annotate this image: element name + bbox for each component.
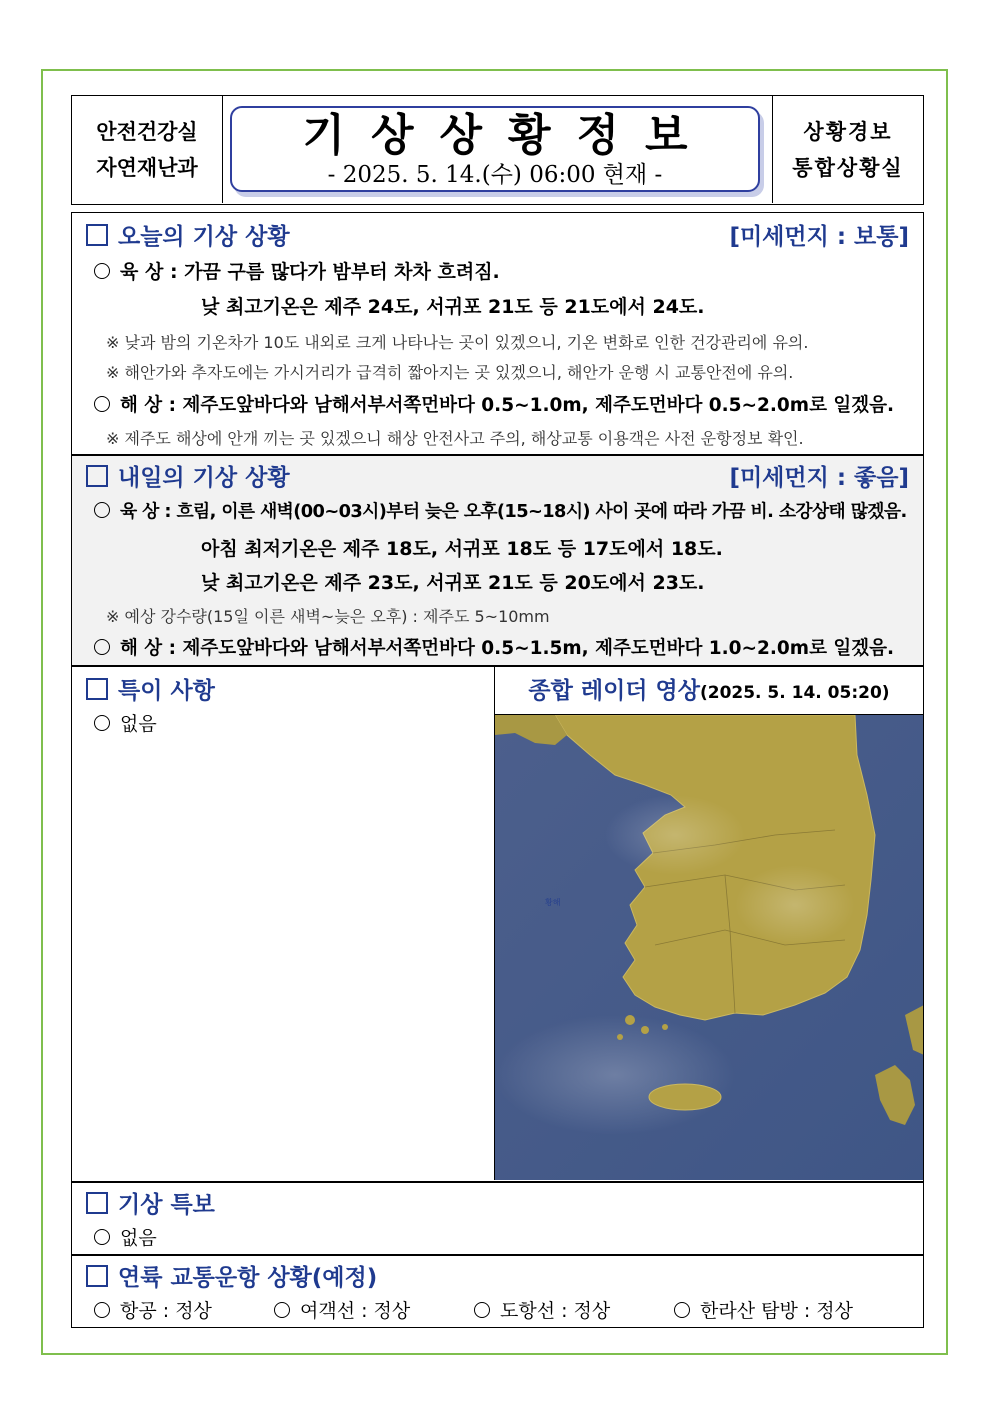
transport-heading: 연륙 교통운항 상황(예정) xyxy=(86,1259,377,1292)
radar-image xyxy=(494,715,923,1180)
office-block xyxy=(772,96,923,203)
tomorrow-land-line3: 낮 최고기온은 제주 23도, 서귀포 21도 등 20도에서 23도. xyxy=(201,572,705,594)
today-note3: ※ 제주도 해상에 안개 끼는 곳 있겠으니 해상 안전사고 주의, 해상교통 이용객은 사전 운항정보 확인. xyxy=(106,429,804,448)
checkbox-icon xyxy=(86,1192,108,1214)
transport-item-air: 항공 : 정상 xyxy=(94,1296,212,1323)
today-note2: ※ 해안가와 추자도에는 가시거리가 급격히 짧아지는 곳 있겠으니, 해안가 운행 시 교통안전에 유의. xyxy=(106,363,794,382)
special-heading: 특이 사항 xyxy=(86,672,215,705)
tomorrow-land-line2: 아침 최저기온은 제주 18도, 서귀포 18도 등 17도에서 18도. xyxy=(201,538,723,560)
transport-item-ferry: 여객선 : 정상 xyxy=(274,1296,410,1323)
circle-bullet-icon xyxy=(274,1302,290,1318)
today-dust-badge: [미세먼지 : 보통] xyxy=(729,224,909,250)
circle-bullet-icon xyxy=(94,396,110,412)
today-heading: 오늘의 기상 상황 xyxy=(86,218,290,251)
circle-bullet-icon xyxy=(94,1302,110,1318)
today-note1: ※ 낮과 밤의 기온차가 10도 내외로 크게 나타나는 곳이 있겠으니, 기온 변화로 인한 건강관리에 유의. xyxy=(106,333,809,352)
special-item: 없음 xyxy=(94,709,157,736)
department-line1: 안전건강실 xyxy=(96,119,198,144)
circle-bullet-icon xyxy=(94,639,110,655)
title-box xyxy=(230,106,760,192)
circle-bullet-icon xyxy=(94,1229,110,1245)
warning-section xyxy=(71,1182,924,1255)
checkbox-icon xyxy=(86,465,108,487)
circle-bullet-icon xyxy=(474,1302,490,1318)
tomorrow-sea-line: 해 상 : 제주도앞바다와 남해서부서쪽먼바다 0.5~1.5m, 제주도먼바다 1.0~2.0m로 일겠음. xyxy=(94,634,894,660)
radar-map xyxy=(495,715,923,1180)
circle-bullet-icon xyxy=(674,1302,690,1318)
transport-section xyxy=(71,1255,924,1328)
office-line1: 상황경보 xyxy=(803,119,893,144)
tomorrow-note1: ※ 예상 강수량(15일 이른 새벽~늦은 오후) : 제주도 5~10mm xyxy=(106,607,550,626)
page-title: 기상상황정보 xyxy=(302,110,714,161)
page-subtitle: - 2025. 5. 14.(수) 06:00 현재 - xyxy=(327,162,663,188)
document-header xyxy=(71,95,924,205)
radar-title: 종합 레이더 영상(2025. 5. 14. 05:20) xyxy=(494,667,923,715)
today-sea-line: 해 상 : 제주도앞바다와 남해서부서쪽먼바다 0.5~1.0m, 제주도먼바다 0.5~2.0m로 일겠음. xyxy=(94,391,894,417)
tomorrow-land-line1: 육 상 : 흐림, 이른 새벽(00~03시)부터 늦은 오후(15~18시) 사이 곳에 따라 가끔 비. 소강상태 많겠음. xyxy=(94,498,907,523)
department-line2: 자연재난과 xyxy=(96,155,198,180)
warning-item: 없음 xyxy=(94,1223,157,1250)
sea-label: 황해 xyxy=(545,898,561,907)
today-land-line2: 낮 최고기온은 제주 24도, 서귀포 21도 등 21도에서 24도. xyxy=(201,296,705,318)
circle-bullet-icon xyxy=(94,715,110,731)
transport-item-hallasan: 한라산 탐방 : 정상 xyxy=(674,1296,853,1323)
tomorrow-dust-badge: [미세먼지 : 좋음] xyxy=(729,465,909,491)
warning-heading: 기상 특보 xyxy=(86,1186,215,1219)
tomorrow-heading: 내일의 기상 상황 xyxy=(86,459,290,492)
department-block xyxy=(72,96,223,203)
today-section xyxy=(71,212,924,455)
checkbox-icon xyxy=(86,1265,108,1287)
circle-bullet-icon xyxy=(94,263,110,279)
office-line2: 통합상황실 xyxy=(792,155,904,180)
checkbox-icon xyxy=(86,224,108,246)
checkbox-icon xyxy=(86,678,108,700)
circle-bullet-icon xyxy=(94,502,110,518)
transport-item-island-ferry: 도항선 : 정상 xyxy=(474,1296,610,1323)
today-land-line1: 육 상 : 가끔 구름 많다가 밤부터 차차 흐려짐. xyxy=(94,257,500,284)
jeju-shape xyxy=(649,1084,721,1110)
special-section xyxy=(71,666,924,1182)
tomorrow-section xyxy=(71,455,924,666)
